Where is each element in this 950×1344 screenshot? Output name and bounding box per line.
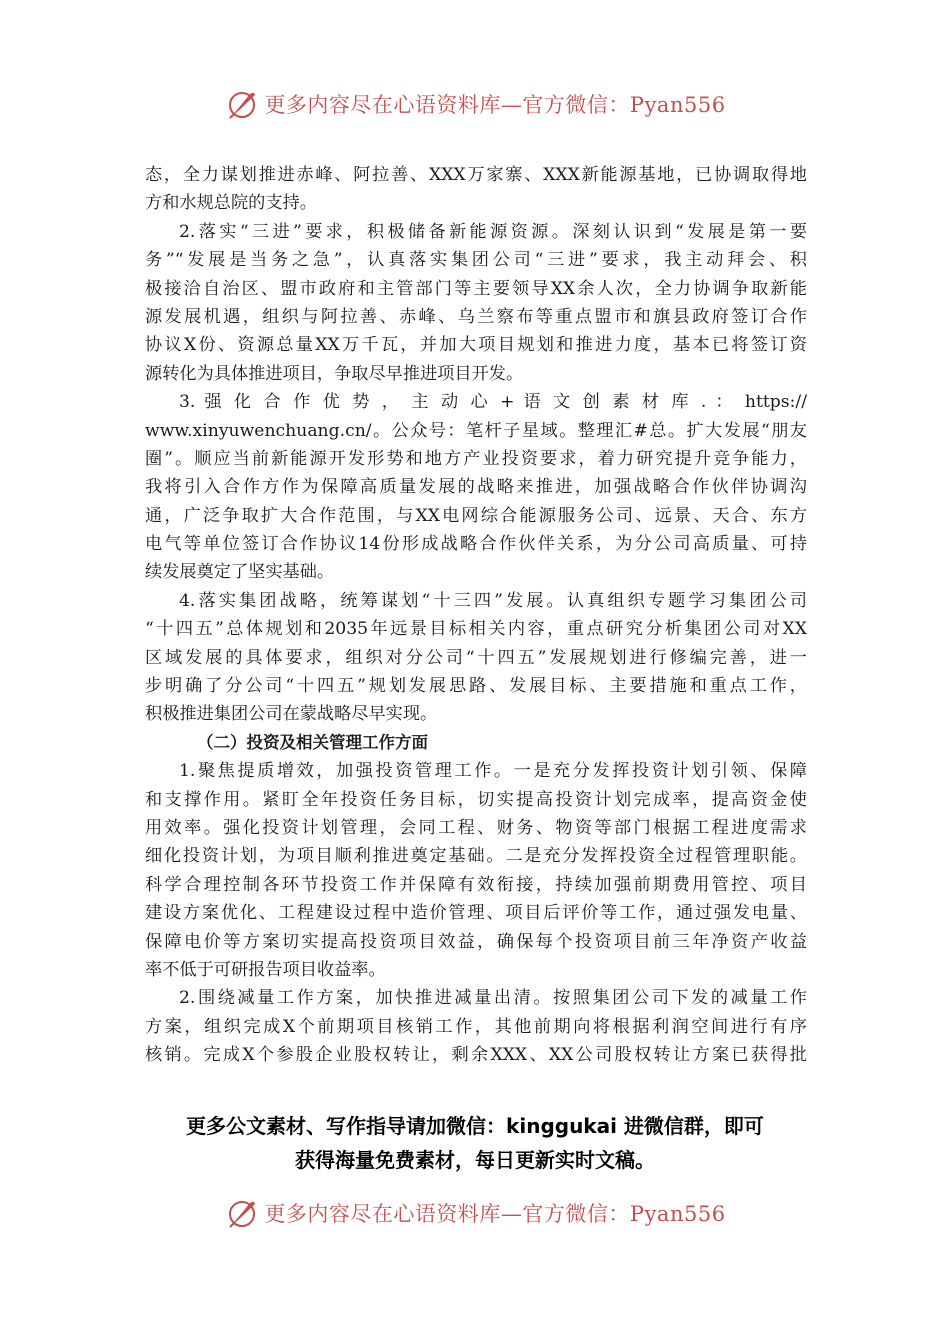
- paragraph-line: 科学合理控制各环节投资工作并保障有效衔接，持续加强前期费用管控、项目: [145, 874, 807, 895]
- paragraph-line: “十四五”总体规划和2035年远景目标相关内容，重点研究分析集团公司对XX: [145, 619, 807, 640]
- paragraph-line: 态，全力谋划推进赤峰、阿拉善、XXX万家寨、XXX新能源基地，已协调取得地: [145, 165, 807, 185]
- paragraph-line: 我将引入合作方作为保障高质量发展的战略来推进，加强战略合作伙伴协调沟: [145, 477, 807, 498]
- paragraph-line: 细化投资计划，为项目顺利推进奠定基础。二是充分发挥投资全过程管理职能。: [145, 846, 807, 867]
- paragraph-line: www.xinyuwenchuang.cn/。公众号：笔杆子星域。整理汇#总。扩大发展“朋友: [145, 420, 807, 441]
- paragraph-line: 步明确了分公司“十四五”规划发展思路、发展目标、主要措施和重点工作，: [145, 676, 807, 697]
- paragraph-line: 方案，组织完成X个前期项目核销工作，其他前期向将根据利润空间进行有序: [145, 1016, 807, 1037]
- paragraph-line: 区域发展的具体要求，组织对分公司“十四五”发展规划进行修编完善，进一: [145, 647, 807, 668]
- paragraph-line: 保障电价等方案切实提高投资项目效益，确保每个投资项目前三年净资产收益: [145, 931, 807, 952]
- paragraph-line: 建设方案优化、工程建设过程中造价管理、项目后评价等工作，通过强发电量、: [145, 903, 807, 924]
- footer-banner: [0, 1191, 950, 1235]
- section-heading: （二）投资及相关管理工作方面: [197, 732, 428, 752]
- paragraph-line: 2.落实“三进”要求，积极储备新能源资源。深刻认识到“发展是第一要: [179, 221, 807, 242]
- quill-logo-icon: [224, 1195, 260, 1231]
- quill-logo-icon: [224, 86, 260, 122]
- document-body: [145, 161, 807, 1070]
- paragraph-line: 积极推进集团公司在蒙战略尽早实现。: [145, 704, 438, 725]
- paragraph-line: 源转化为具体推进项目，争取尽早推进项目开发。: [145, 363, 524, 384]
- paragraph-line: 续发展奠定了坚实基础。: [145, 562, 335, 583]
- paragraph-line: 1.聚焦提质增效，加强投资管理工作。一是充分发挥投资计划引领、保障: [179, 761, 807, 782]
- paragraph-line: 协议X份、资源总量XX万千瓦，并加大项目规划和推进力度，基本已将签订资: [145, 335, 807, 356]
- promo-line-1: 更多公文素材、写作指导请加微信：kinggukai 进微信群，即可: [186, 1114, 764, 1138]
- promo-line-2: 获得海量免费素材，每日更新实时文稿。: [295, 1148, 655, 1172]
- header-banner-text: 更多内容尽在心语资料库—官方微信：Pyan556: [264, 93, 726, 117]
- paragraph-line: 源发展机遇，组织与阿拉善、赤峰、乌兰察布等重点盟市和旗县政府签订合作: [145, 306, 807, 327]
- paragraph-line: 核销。完成X个参股企业股权转让，剩余XXX、XX公司股权转让方案已获得批: [145, 1045, 807, 1066]
- paragraph-line: 和支撑作用。紧盯全年投资任务目标，切实提高投资计划完成率，提高资金使: [145, 789, 807, 810]
- promo-notice: [0, 1109, 950, 1177]
- paragraph-line: 电气等单位签订合作协议14份形成战略合作伙伴关系，为分公司高质量、可持: [145, 534, 807, 555]
- paragraph-line: 3. 强 化 合 作 优 势 ， 主 动 心 + 语 文 创 素 材 库 . ： https://: [179, 392, 807, 413]
- paragraph-line: 用效率。强化投资计划管理，会同工程、财务、物资等部门根据工程进度需求: [145, 817, 807, 838]
- paragraph-line: 务”“发展是当务之急”，认真落实集团公司“三进”要求，我主动拜会、积: [145, 250, 807, 271]
- paragraph-line: 2.围绕减量工作方案，加快推进减量出清。按照集团公司下发的减量工作: [179, 988, 807, 1009]
- paragraph-line: 方和水规总院的支持。: [145, 193, 317, 214]
- paragraph-line: 率不低于可研报告项目收益率。: [145, 959, 386, 980]
- paragraph-line: 通，广泛争取扩大合作范围，与XX电网综合能源服务公司、远景、天合、东方: [145, 505, 807, 526]
- paragraph-line: 极接洽自治区、盟市政府和主管部门等主要领导XX余人次，全力协调争取新能: [145, 278, 807, 299]
- paragraph-line: 圈”。顺应当前新能源开发形势和地方产业投资要求，着力研究提升竞争能力，: [145, 448, 807, 469]
- header-banner: [0, 82, 950, 126]
- footer-banner-text: 更多内容尽在心语资料库—官方微信：Pyan556: [264, 1202, 726, 1226]
- paragraph-line: 4.落实集团战略，统筹谋划“十三四”发展。认真组织专题学习集团公司: [179, 590, 807, 611]
